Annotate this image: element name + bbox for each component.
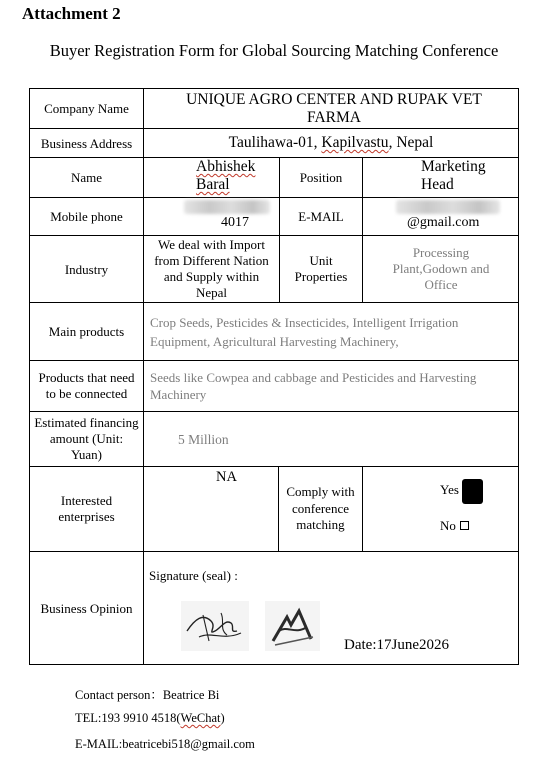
- mobile-phone-label: Mobile phone: [50, 209, 123, 224]
- signature-date: Date:17June2026: [344, 637, 449, 653]
- interested-enterprises-value: NA: [216, 469, 237, 485]
- table-border-bottom: [29, 664, 519, 665]
- redacted-email: [396, 200, 500, 214]
- financing-amount-label: Estimated financing amount (Unit: Yuan): [34, 415, 139, 462]
- business-address-value: [144, 129, 518, 157]
- redacted-phone-number: [184, 200, 270, 214]
- address-part: , Nepal: [388, 134, 434, 151]
- tel-close: ): [220, 711, 225, 725]
- yes-option-label: Yes: [440, 482, 459, 497]
- registration-form-table: [29, 88, 519, 665]
- address-part: Taulihawa-01,: [228, 134, 318, 151]
- first-name: Abhishek: [196, 158, 256, 175]
- business-address-label: Business Address: [40, 135, 133, 151]
- signature-label: Signature (seal) :: [149, 568, 238, 583]
- company-name-label: Company Name: [44, 101, 129, 116]
- phone-visible-fragment: 4017: [221, 215, 249, 230]
- industry-label: Industry: [64, 261, 109, 277]
- column-divider: [362, 157, 363, 303]
- products-needed-value: Seeds like Cowpea and cabbage and Pesticides and Harvesting Machinery: [150, 370, 477, 402]
- last-name: Baral: [196, 176, 230, 193]
- handwritten-signature-image: [181, 601, 249, 651]
- column-divider: [362, 466, 363, 552]
- main-products-label: Main products: [48, 324, 125, 339]
- main-products-value: Crop Seeds, Pesticides & Insecticides, Intelligent Irrigation Equipment, Agricultural Harvesting Machinery,: [150, 314, 459, 349]
- form-title: Buyer Registration Form for Global Sourcing Matching Conference: [49, 41, 499, 60]
- financing-amount-value: 5 Million: [178, 432, 229, 447]
- yes-checkbox-checked[interactable]: [462, 479, 483, 504]
- contact-person: Contact person：Beatrice Bi: [75, 688, 220, 702]
- table-border-right: [518, 88, 519, 665]
- email-label: E-MAIL: [298, 209, 344, 224]
- company-seal-image: [265, 601, 320, 651]
- email-visible-fragment: @gmail.com: [407, 215, 480, 230]
- no-option-label: No: [440, 518, 456, 533]
- unit-properties-value: Processing Plant,Godown and Office: [392, 245, 490, 292]
- contact-email-text[interactable]: E-MAIL:beatricebi518@gmail.com: [75, 737, 255, 751]
- unit-properties-label: Unit Properties: [294, 253, 348, 284]
- company-name-value: UNIQUE AGRO CENTER AND RUPAK VET FARMA: [186, 90, 482, 126]
- business-opinion-label: Business Opinion: [40, 600, 133, 616]
- products-needed-label: Products that need to be connected: [38, 370, 135, 401]
- tel-wechat: WeChat: [180, 711, 221, 725]
- industry-value: We deal with Import from Different Nation and Supply within Nepal: [154, 237, 269, 300]
- signature-drawing: [181, 601, 249, 651]
- position-label: Position: [299, 170, 343, 185]
- name-value: [196, 158, 276, 194]
- seal-logo-drawing: [265, 601, 320, 651]
- no-checkbox-unchecked[interactable]: [460, 521, 469, 530]
- address-part-spellchecked: Kapilvastu: [321, 134, 389, 151]
- contact-telephone: [75, 711, 225, 726]
- tel-number: TEL:193 9910 4518(: [75, 711, 181, 725]
- interested-enterprises-label: Interested enterprises: [58, 493, 115, 524]
- position-value: Marketing Head: [421, 158, 486, 193]
- contact-email: [75, 737, 255, 752]
- name-label: Name: [70, 170, 103, 185]
- comply-matching-label: Comply with conference matching: [286, 484, 355, 533]
- attachment-heading: Attachment 2: [22, 4, 121, 23]
